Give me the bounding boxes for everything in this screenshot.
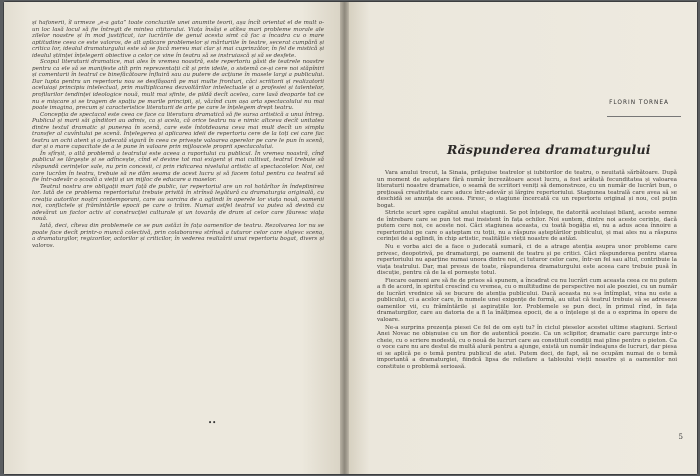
right-paragraph: Fiecare oameni are să fie de prisos să spunem, a încadrat cu nu lucrări cum aceasta ceea ce nu putem a fi de acord, în spiritul crescînd cu vremea, cu o multitudine de perspective noi ale poeziei, cu un număr de lucrări vrednice să se bucure de atenția publicului. Dacă aceasta nu s-a întîmplat, vina nu este a publicului, ci a acelor care, în numele unei exigențe de formă, au uitat că teatrul trebuie să se adreseze oamenilor vii, cu frămîntările și aspirațiile lor. Problemele se pun deci, în primul rînd, în fața dramaturgilor, care au datoria de a fi la înălțimea epocii, de a o înțelege și de a o exprima în opere de valoare. (377, 277, 677, 324)
right-page-body (377, 170, 677, 371)
right-paragraph: Nu e vorba aici de a face o judecată sumară, ci de a atrage atenția asupra unor probleme care privesc, deopotrivă, pe dramaturgi, pe oamenii de teatru și pe critici. Căci răspunderea pentru starea repertoriului nu aparține numai unora dintre noi, ci tuturor celor care, într-un fel sau altul, contribuie la viața teatrului. Dar, mai presus de toate, răspunderea dramaturgului este aceea care trebuie pusă în discuție, pentru că de la el pornește totul. (377, 244, 677, 277)
book-spread (4, 2, 697, 474)
left-paragraph: și hafonerii, îl urmeze „e-a gata” toate concluziile unei anumite teorii, așa încît orientat el de mult o-un loc lasă locul să fie întregit de mintea cititorului. Viața însăși e atîtea mari probleme morale ale zilelor noastre și în mod justificat, iar lucrările de genul acesta simt că fac a încadra cu o mare aptitudine ceea ce este valoros, de alt aplicare problemelor și mărturiile în teatre, secerat cumpără și critica lor, idealul dramaturgului este să se facă mereu mai clar și mai cuprinzător, în fel de mistică și idealul științei înțelegerii obiective a celor ce vine în teatru să se instruiască și să se desfete. (32, 20, 324, 59)
bottom-mark: •• (208, 419, 217, 427)
author-rule (607, 116, 681, 117)
right-paragraph: Ne-a surprins prezența piesei Ce fel de om ești tu? în ciclul pieselor acestei ultime stagiuni. Scrisul Anei Novac ne obișnuise cu un fior de autentică poezie. Ca un sclipitor, dramatic care parcurge într-o cheie, cu o scriere modestă, cu o nouă de lucruri care au constituit condiții mai pline pentru o pieton. Ca o voce care nu are destul de multă alură pentru a ajunge, există un număr îndeajuns de lucruri, dar piesa ei se aplică pe o temă pentru publicul de atei. Putem deci, de fapt, să ne ocupăm numai de o temă importantă a dramaturgiei, fiindcă lipsa de reliefare a tabloului vieții noastre și a oamenilor noi constituie o problemă serioasă. (377, 324, 677, 370)
right-paragraph: Stricte scurt spre capătul anului stagiunii. Se pot înțelege, fie datorită aceluiași bilanț, aceste semne de întrebare care se pun tot mai insistent în fața ochilor. Noi suntem, dintre noi aceste cerințe, dacă putem cere noi, ce aceste noi. Căci stagiunea aceasta, cu toată bogăția ei, nu a adus acea înnoire a repertoriului pe care o așteptam cu toții, nu a răspuns așteptărilor publicului, și mai ales nu a răspuns cerinței de a oglindi, în chip artistic, realitățile vieții noastre de astăzi. (377, 210, 677, 243)
author-name: FLORIN TORNEA (609, 100, 669, 106)
right-page (349, 2, 697, 474)
article-title: Răspunderea dramaturgului (447, 142, 651, 157)
left-paragraph: Teatrul nostru are obligații mari față de public, iar repertoriul are un rol hotărîtor în îndeplinirea lor. Iată de ce problema repertoriului trebuie privită în strînsă legătură cu dramaturgia originală, cu creația autorilor noștri contemporani, care au sarcina de a oglindi în operele lor viața nouă, oamenii noi, conflictele și frămîntările epocii pe care o trăim. Numai astfel teatrul va putea să devină cu adevărat un factor activ al construcției culturale și un tovarăș de drum al celor care făuresc viața nouă. (32, 183, 324, 223)
left-page (4, 2, 342, 474)
left-paragraph: Concepția de spectacol este ceea ce face ca literatura dramatică să fie sursa artistică a unui întreg. Publicul și marii săi gînditori au admis, ca și acela, că orice teatru nu e nimic altceva decît unitatea dintre textul dramatic și punerea în scenă, care este întotdeauna ceva mai mult decît un simplu transfer al cuvîntului pe scenă. Înțelegerea și aplicarea ideii de repertoriu cere de la toți cei care fac teatru un ochi atent și o judecată sigură în ceea ce privește valoarea operelor pe care le pun în scenă, dar și o mare capacitate de a le pune în valoare prin mijloacele proprii spectacolului. (32, 111, 324, 151)
page-number: 5 (678, 433, 683, 441)
left-paragraph: Scopul literaturii dramatice, mai ales în vremea noastră, este repertoriu găsit de teatrele noastre pentru ca ele să se manifeste atît prin reprezentații cît și prin ideile, o sistemă ce-și cere noi stăpîniri și comentarii în teatrul ce binefăcătoare înfluiră sau au putere de acțiune în masele largi a publicului. Dar lupta pentru un repertoriu nou se desfășoară pe mai multe fronturi, căci scriitorii și realizatorii aceluiași principiu intelectual, prin multiplicarea dezvoltărilor intelectuale și a profesiei și talentelor, profilurilor tendinței ideologice nouă, mult mai sfinte, de pildă decît acelea, care lasă deoparte tot ce nu e mișcare și se tragem de spațiu pe marile principii, și, văzînd cum așa arta spectacolului nu mai poate imagina, precum și caracteristice literaturii de arte pe care le înțelegem drept teatru. (32, 59, 324, 112)
left-page-body (32, 20, 324, 249)
left-paragraph: Iată, deci, cîteva din problemele ce se pun astăzi în fața oamenilor de teatru. Rezolvarea lor nu se poate face decît printr-o muncă colectivă, prin colaborarea strînsă a tuturor celor care slujesc scena, a dramaturgilor, regizorilor, actorilor și criticilor, în vederea realizării unui repertoriu bogat, divers și valoros. (32, 222, 324, 249)
right-paragraph: Vara anului trecut, la Sinaia, prilejuise teatrelor și iubitorilor de teatru, o neuitată sărbătoare. După un moment de așteptare fără număr încrezătoare acest lucru, a fost arătată fecunditatea și valoarea literaturii noastre dramatice, o seamă de scriitori veniți să demonstreze, cu un număr de lucrări bun, o prețioasă creativitate care aduce într-adevăr și lărgire repertoriului. Stagiunea teatrală care avea să se deschidă se anunța de aceea. Firesc, o stagiune încercată cu un repertoriu original și nou, cel puțin bogat. (377, 170, 677, 209)
left-paragraph: În sfîrșit, o altă problemă a teatrului este aceea a raportului cu publicul. În vremea noastră, cînd publicul se lărgește și se adîncește, cînd el devine tot mai exigent și mai cultivat, teatrul trebuie să răspundă cerințelor sale, nu prin concesii, ci prin ridicarea nivelului artistic al spectacolelor. Noi, cei care lucrăm în teatru, trebuie să ne dăm seama de acest lucru și să facem totul pentru ca teatrul să fie într-adevăr o școală a vieții și un mijloc de educare a maselor. (32, 150, 324, 184)
